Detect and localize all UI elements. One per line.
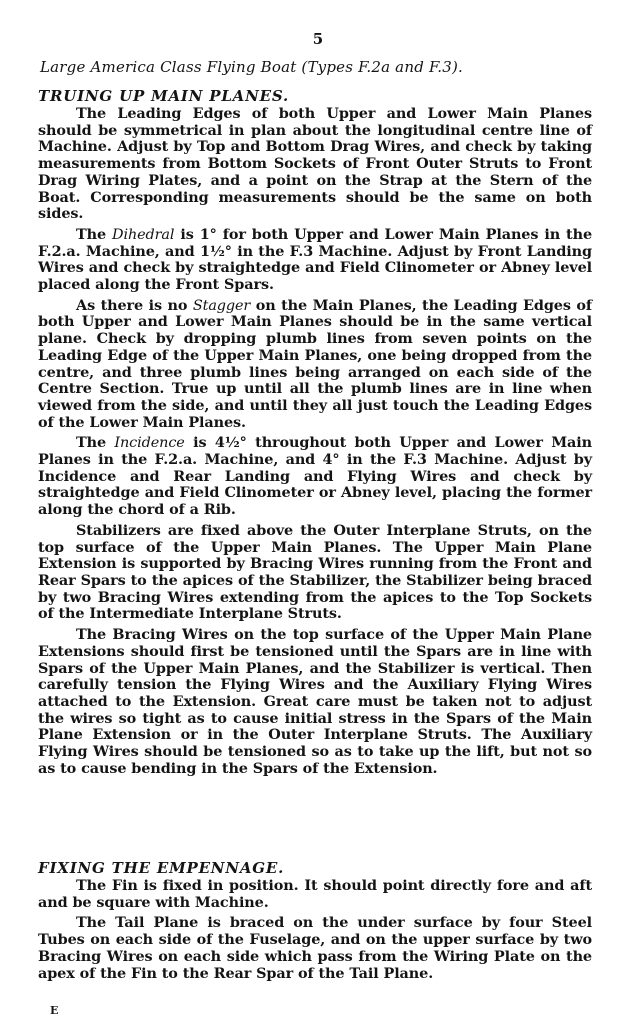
text-run: on the Main Planes, the Leading Edges of both Upper and Lower Main Planes should be in the same vertical plane. Check by dropping plumb lines from seven points on the Leading Edge of the Upper Main Planes, one being dropped from the centre, and three plumb lines being arranged on each side of the Centre Section. True up until all the plumb lines are in line when viewed from the side, and until they all just touch the Leading Edges of the Lower Main Planes.	[38, 296, 592, 431]
text-run: The	[76, 434, 115, 452]
signature-mark: E	[50, 1004, 59, 1017]
term-incidence: Incidence	[114, 435, 185, 452]
document-title: Large America Class Flying Boat (Types F.2a and F.3).	[40, 58, 463, 76]
section-truing-up-main-planes	[38, 86, 592, 781]
text-run: is 4½° throughout both Upper and Lower Main Planes in the F.2.a. Machine, and 4° in the F.3 Machine. Adjust by Incidence and Rear Landing and Flying Wires and check by straightedge and Field Clinometer or Abney level, placing the former along the chord of a Rib.	[38, 434, 593, 519]
text-run: is 1° for both Upper and Lower Main Planes in the F.2.a. Machine, and 1½° in the F.3 Machine. Adjust by Front Landing Wires and check by straightedge and Field Clinometer or Abney level placed along the Front Spars.	[38, 225, 593, 294]
paragraph-symmetry: The Leading Edges of both Upper and Lower Main Planes should be symmetrical in plan about the longitudinal centre line of Machine. Adjust by Top and Bottom Drag Wires, and check by taking measurements from Bottom Sockets of Front Outer Struts to Front Drag Wiring Plates, and a point on the Strap at the Stern of the Boat. Corresponding measurements should be the same on both sides.	[38, 105, 592, 223]
paragraph-incidence	[38, 435, 592, 519]
text-run: The	[76, 225, 113, 243]
paragraph-bracing-wires: The Bracing Wires on the top surface of the Upper Main Plane Extensions should first be tensioned until the Spars are in line with Spars of the Upper Main Planes, and the Stabilizer is vertical. Then carefully tension the Flying Wires and the Auxiliary Flying Wires attached to the Extension. Great care must be taken not to adjust the wires so tight as to cause initial stress in the Spars of the Main Plane Extension or in the Outer Interplane Struts. The Auxiliary Flying Wires should be tensioned so as to take up the lift, but not so as to cause bending in the Spars of the Extension.	[38, 626, 592, 777]
paragraph-tail-plane: The Tail Plane is braced on the under surface by four Steel Tubes on each side of the Fuselage, and on the upper surface by two Bracing Wires on each side which pass from the Wiring Plate on the apex of the Fin to the Rear Spar of the Tail Plane.	[38, 914, 592, 982]
section-heading: FIXING THE EMPENNAGE.	[38, 859, 285, 877]
paragraph-dihedral	[38, 227, 592, 294]
page-number: 5	[312, 30, 324, 48]
paragraph-fin: The Fin is fixed in position. It should point directly fore and aft and be square with Machine.	[38, 877, 592, 911]
paragraph-stabilizers: Stabilizers are fixed above the Outer Interplane Struts, on the top surface of the Upper Main Planes. The Upper Main Plane Extension is supported by Bracing Wires running from the Front and Rear Spars to the apices of the Stabilizer, the Stabilizer being braced by two Bracing Wires extending from the apices to the Top Sockets of the Intermediate Interplane Struts.	[38, 521, 592, 623]
term-dihedral: Dihedral	[112, 226, 175, 243]
text-run: As there is no	[76, 296, 193, 314]
section-fixing-empennage	[38, 858, 592, 986]
term-stagger: Stagger	[192, 297, 251, 314]
paragraph-stagger	[38, 298, 592, 432]
section-heading: TRUING UP MAIN PLANES.	[38, 87, 289, 105]
